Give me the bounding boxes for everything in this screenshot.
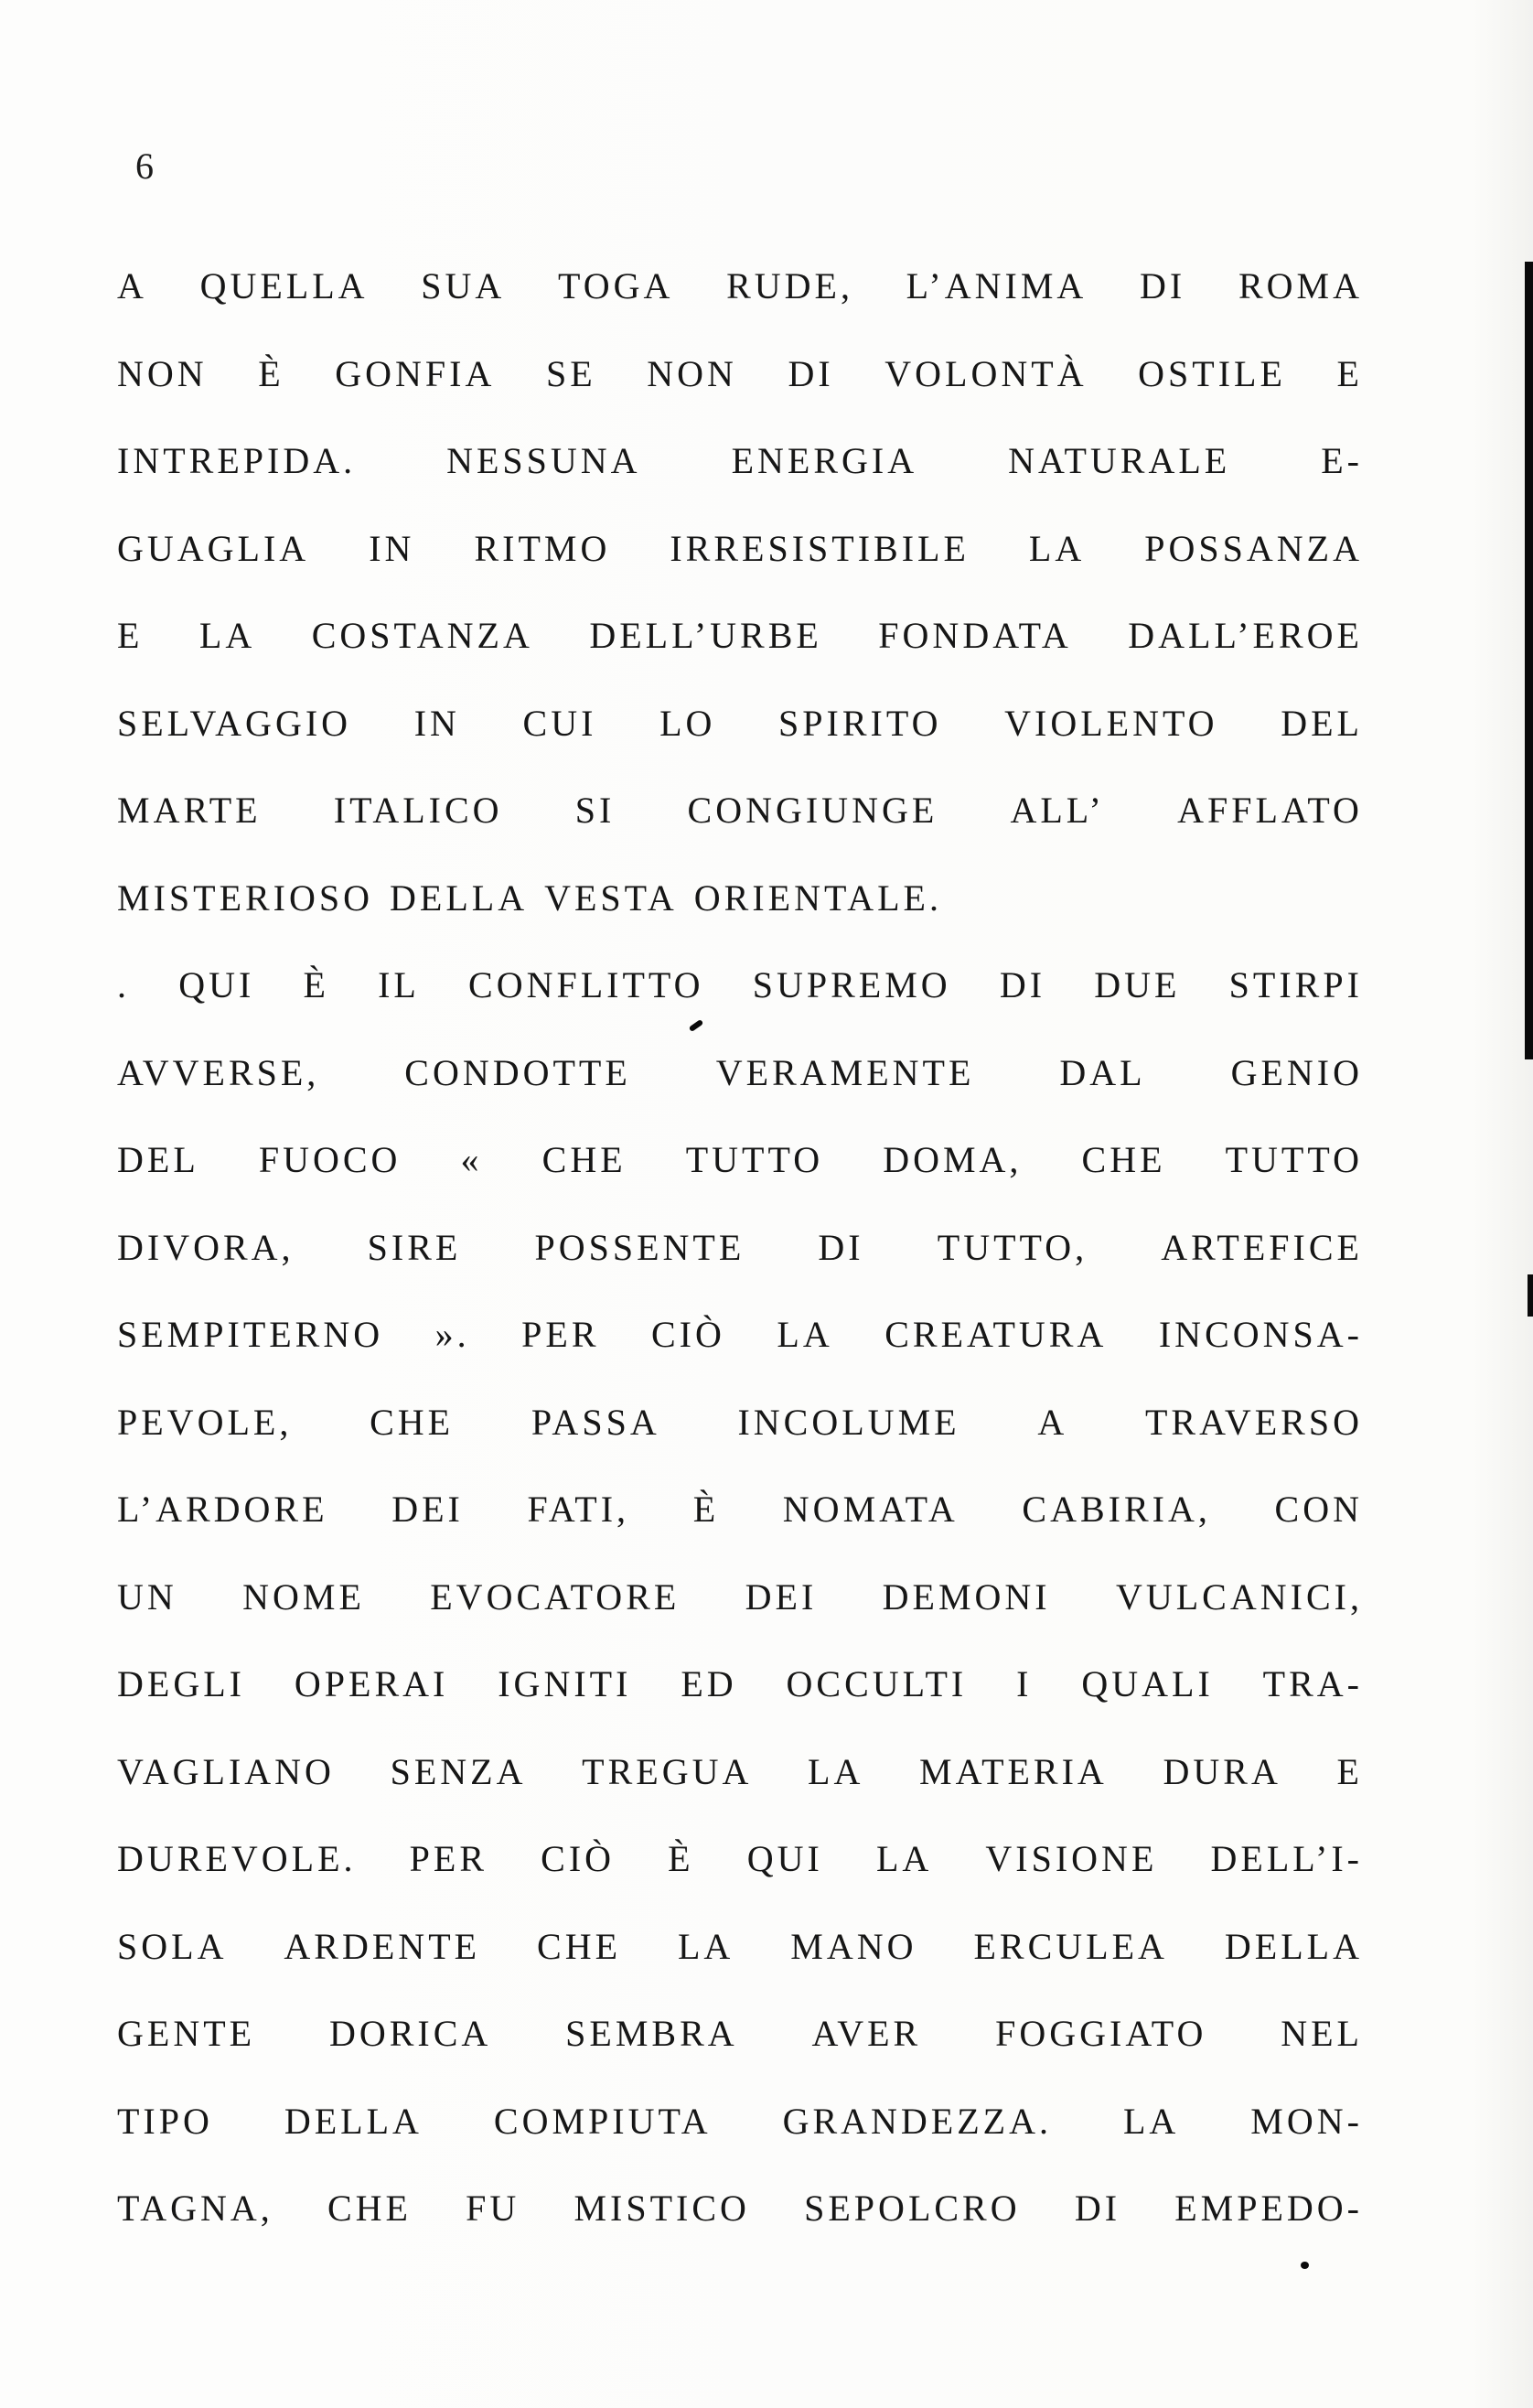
word: TOGA bbox=[558, 265, 674, 307]
word: NESSUNA bbox=[446, 440, 641, 482]
word: DI bbox=[999, 964, 1046, 1006]
word: IL bbox=[378, 964, 420, 1006]
word: PASSA bbox=[531, 1401, 660, 1443]
word: FU bbox=[466, 2188, 520, 2230]
text-line bbox=[117, 1990, 1363, 2078]
text-line bbox=[117, 1116, 1363, 1204]
word: INCONSA- bbox=[1158, 1314, 1363, 1356]
word: DEGLI bbox=[117, 1663, 245, 1705]
text-line bbox=[117, 505, 1363, 593]
text-line bbox=[117, 417, 1363, 505]
word: LA bbox=[777, 1314, 833, 1356]
word: GENIO bbox=[1230, 1051, 1363, 1093]
word: DELL’I- bbox=[1210, 1838, 1363, 1880]
word: CONFLITTO bbox=[468, 964, 704, 1006]
word: TREGUA bbox=[582, 1750, 753, 1792]
word: INTREPIDA. bbox=[117, 440, 357, 482]
word: SEPOLCRO bbox=[804, 2188, 1021, 2230]
word: RITMO bbox=[474, 527, 611, 569]
word: OCCULTI bbox=[786, 1663, 968, 1705]
word: QUELLA bbox=[199, 265, 369, 307]
word: E bbox=[1336, 1750, 1363, 1792]
text-line bbox=[117, 2078, 1363, 2166]
word: DALL’EROE bbox=[1128, 615, 1363, 657]
word: SPIRITO bbox=[778, 702, 942, 744]
word: E- bbox=[1321, 440, 1363, 482]
word: DELL’URBE bbox=[589, 615, 822, 657]
text-line bbox=[117, 1903, 1363, 1991]
text-line bbox=[117, 855, 1363, 942]
word: CHE bbox=[541, 1139, 627, 1181]
word: LA bbox=[198, 615, 256, 657]
word: SI bbox=[574, 790, 616, 832]
word: I bbox=[1016, 1663, 1033, 1705]
word: SIRE bbox=[367, 1226, 462, 1268]
word: ARDENTE bbox=[284, 1925, 481, 1967]
word: VOLONTÀ bbox=[884, 352, 1088, 394]
word: CABIRIA, bbox=[1022, 1489, 1211, 1531]
word: FATI, bbox=[527, 1489, 630, 1531]
word: DEMONI bbox=[882, 1575, 1051, 1618]
word: DURA bbox=[1163, 1750, 1281, 1792]
word: GENTE bbox=[117, 2013, 256, 2055]
word: EMPEDO- bbox=[1174, 2188, 1363, 2230]
word: MISTICO bbox=[574, 2188, 750, 2230]
word: LA bbox=[1122, 2100, 1180, 2142]
word: INCOLUME bbox=[737, 1401, 960, 1443]
word: FUOCO bbox=[258, 1139, 402, 1181]
word: DUREVOLE. bbox=[117, 1838, 357, 1880]
word: A bbox=[117, 265, 147, 307]
word: DEL bbox=[117, 1139, 199, 1181]
word: AVVERSE, bbox=[117, 1051, 320, 1093]
text-line bbox=[117, 1553, 1363, 1641]
word: DELLA bbox=[1224, 1925, 1363, 1967]
word: CIÒ bbox=[541, 1838, 616, 1880]
word: ALL’ bbox=[1010, 790, 1105, 832]
word: IN bbox=[369, 527, 415, 569]
word: TUTTO, bbox=[937, 1226, 1088, 1268]
word: DUE bbox=[1094, 964, 1181, 1006]
text-line bbox=[117, 680, 1363, 768]
text-line bbox=[117, 242, 1363, 330]
word: VAGLIANO bbox=[117, 1750, 335, 1792]
word: SEMPITERNO bbox=[117, 1314, 384, 1356]
word: DAL bbox=[1059, 1051, 1146, 1093]
word: PER bbox=[409, 1838, 488, 1880]
word: SE bbox=[545, 352, 596, 394]
word: SEMBRA bbox=[565, 2013, 738, 2055]
word: . bbox=[117, 964, 130, 1006]
text-line bbox=[117, 1029, 1363, 1117]
word: GRANDEZZA. bbox=[782, 2100, 1052, 2142]
word: ROMA bbox=[1238, 265, 1363, 307]
word: CIÒ bbox=[651, 1314, 725, 1356]
word: ». bbox=[434, 1314, 470, 1356]
word: QUI bbox=[746, 1838, 823, 1880]
word: VIOLENTO bbox=[1004, 702, 1218, 744]
word: TUTTO bbox=[1225, 1139, 1363, 1181]
word: LA bbox=[808, 1750, 864, 1792]
word: CHE bbox=[370, 1401, 455, 1443]
word: EVOCATORE bbox=[430, 1575, 681, 1618]
word: DELLA bbox=[390, 876, 529, 919]
word: OPERAI bbox=[294, 1663, 449, 1705]
word: DI bbox=[1140, 265, 1186, 307]
text-line bbox=[117, 330, 1363, 418]
word: ORIENTALE. bbox=[693, 876, 942, 919]
word: TIPO bbox=[117, 2100, 213, 2142]
word: ENERGIA bbox=[731, 440, 918, 482]
word: MON- bbox=[1250, 2100, 1363, 2142]
text-line bbox=[117, 767, 1363, 855]
word: PEVOLE, bbox=[117, 1401, 293, 1443]
word: TUTTO bbox=[685, 1139, 824, 1181]
word: LA bbox=[678, 1925, 734, 1967]
page-number: 6 bbox=[135, 145, 155, 187]
word: SENZA bbox=[390, 1750, 527, 1792]
word: FOGGIATO bbox=[995, 2013, 1207, 2055]
word: ITALICO bbox=[333, 790, 503, 832]
word: MANO bbox=[790, 1925, 917, 1967]
word: AVER bbox=[811, 2013, 922, 2055]
word: NATURALE bbox=[1008, 440, 1231, 482]
word: È bbox=[303, 964, 329, 1006]
word: COSTANZA bbox=[311, 615, 533, 657]
text-line bbox=[117, 1728, 1363, 1816]
word: « bbox=[460, 1139, 483, 1181]
word: L’ANIMA bbox=[906, 265, 1088, 307]
word: CON bbox=[1274, 1489, 1363, 1531]
word: E bbox=[117, 615, 144, 657]
word: CONGIUNGE bbox=[687, 790, 938, 832]
word: STIRPI bbox=[1228, 964, 1363, 1006]
text-line bbox=[117, 2165, 1363, 2252]
word: DELLA bbox=[284, 2100, 423, 2142]
word: POSSANZA bbox=[1144, 527, 1363, 569]
text-line bbox=[117, 592, 1363, 680]
word: LO bbox=[659, 702, 716, 744]
text-block bbox=[117, 242, 1363, 2252]
word: E bbox=[1336, 352, 1363, 394]
word: TAGNA, bbox=[117, 2188, 273, 2230]
word: NEL bbox=[1281, 2013, 1363, 2055]
word: PER bbox=[521, 1314, 600, 1356]
word: DEI bbox=[745, 1575, 818, 1618]
word: SOLA bbox=[117, 1925, 228, 1967]
word: CONDOTTE bbox=[404, 1051, 631, 1093]
text-line bbox=[117, 1466, 1363, 1553]
word: RUDE, bbox=[726, 265, 853, 307]
word: VULCANICI, bbox=[1115, 1575, 1363, 1618]
word: NOMATA bbox=[782, 1489, 959, 1531]
word: CHE bbox=[537, 1925, 622, 1967]
word: ARTEFICE bbox=[1161, 1226, 1363, 1268]
word: È bbox=[668, 1838, 694, 1880]
word: L’ARDORE bbox=[117, 1489, 328, 1531]
word: DI bbox=[1074, 2188, 1121, 2230]
word: FONDATA bbox=[878, 615, 1072, 657]
text-line bbox=[117, 1291, 1363, 1379]
word: LA bbox=[1028, 527, 1086, 569]
word: SUPREMO bbox=[752, 964, 951, 1006]
word: ED bbox=[681, 1663, 737, 1705]
word: VERAMENTE bbox=[715, 1051, 975, 1093]
text-line bbox=[117, 1204, 1363, 1292]
word: IN bbox=[413, 702, 460, 744]
word: OSTILE bbox=[1138, 352, 1286, 394]
word: COMPIUTA bbox=[493, 2100, 712, 2142]
word: DI bbox=[788, 352, 834, 394]
word: LA bbox=[875, 1838, 933, 1880]
word: QUI bbox=[178, 964, 255, 1006]
scan-artifact-dot bbox=[1301, 2262, 1309, 2269]
word: ERCULEA bbox=[973, 1925, 1168, 1967]
word: CHE bbox=[1081, 1139, 1166, 1181]
word: È bbox=[258, 352, 284, 394]
word: POSSENTE bbox=[534, 1226, 745, 1268]
word: QUALI bbox=[1081, 1663, 1214, 1705]
text-line bbox=[117, 941, 1363, 1029]
word: NON bbox=[647, 352, 737, 394]
word: MARTE bbox=[117, 790, 262, 832]
word: CHE bbox=[327, 2188, 412, 2230]
text-line bbox=[117, 1640, 1363, 1728]
text-line bbox=[117, 1815, 1363, 1903]
word: CUI bbox=[522, 702, 597, 744]
scan-artifact-bar-long bbox=[1525, 262, 1533, 1059]
word: GONFIA bbox=[335, 352, 496, 394]
word: TRA- bbox=[1262, 1663, 1363, 1705]
word: DIVORA, bbox=[117, 1226, 295, 1268]
word: DOMA, bbox=[883, 1139, 1023, 1181]
word: IGNITI bbox=[498, 1663, 632, 1705]
word: DEL bbox=[1281, 702, 1363, 744]
word: AFFLATO bbox=[1177, 790, 1363, 832]
text-line bbox=[117, 1379, 1363, 1467]
word: NON bbox=[117, 352, 208, 394]
word: DI bbox=[818, 1226, 864, 1268]
word: MATERIA bbox=[919, 1750, 1108, 1792]
word: DEI bbox=[391, 1489, 464, 1531]
word: VISIONE bbox=[985, 1838, 1158, 1880]
word: NOME bbox=[242, 1575, 365, 1618]
word: MISTERIOSO bbox=[117, 876, 374, 919]
word: UN bbox=[117, 1575, 177, 1618]
word: GUAGLIA bbox=[117, 527, 310, 569]
word: TRAVERSO bbox=[1144, 1401, 1363, 1443]
word: IRRESISTIBILE bbox=[670, 527, 970, 569]
word: CREATURA bbox=[884, 1314, 1108, 1356]
word: SUA bbox=[421, 265, 506, 307]
scan-artifact-bar-short bbox=[1528, 1274, 1533, 1317]
word: VESTA bbox=[544, 876, 678, 919]
word: SELVAGGIO bbox=[117, 702, 352, 744]
word: A bbox=[1037, 1401, 1068, 1443]
word: È bbox=[692, 1489, 720, 1531]
word: DORICA bbox=[328, 2013, 492, 2055]
